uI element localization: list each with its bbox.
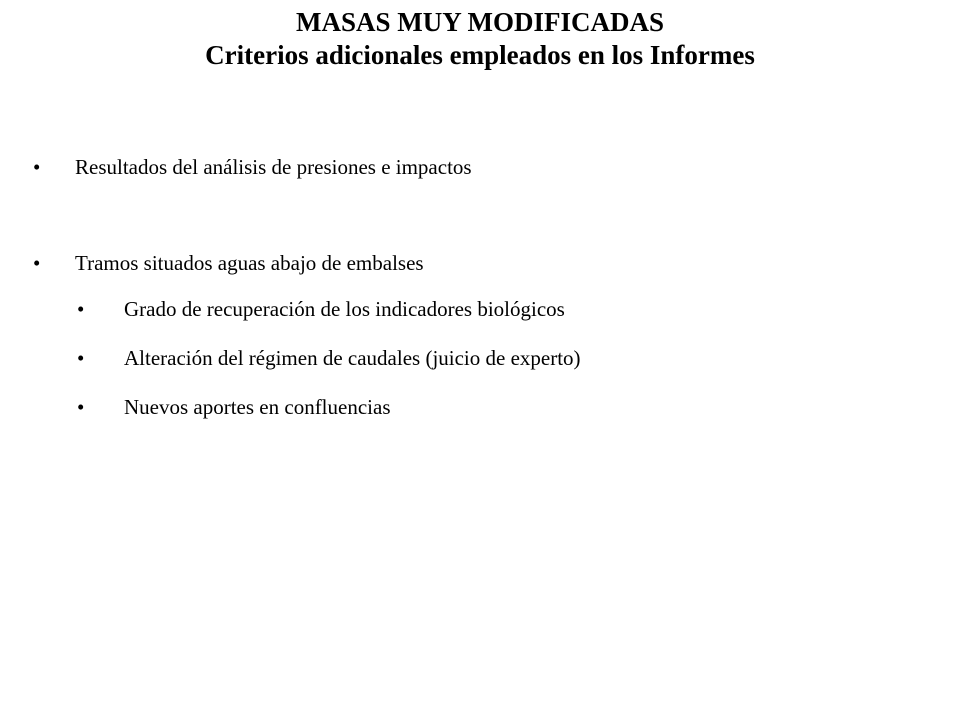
sub-bullet-item-confluences <box>77 394 391 420</box>
bullet-dot-icon: • <box>33 155 41 179</box>
bullet-dot-icon: • <box>33 251 41 275</box>
bullet-item-downstream-reservoirs <box>33 250 424 276</box>
bullet-text: Tramos situados aguas abajo de embalses <box>75 251 424 275</box>
sub-bullet-item-biological-recovery <box>77 296 565 322</box>
title-line-1: MASAS MUY MODIFICADAS <box>296 7 664 37</box>
bullet-dot-icon: • <box>77 395 85 419</box>
title-line-2: Criterios adicionales empleados en los Informes <box>205 40 755 70</box>
sub-bullet-item-flow-regime <box>77 345 581 371</box>
bullet-text: Resultados del análisis de presiones e impactos <box>75 155 472 179</box>
bullet-dot-icon: • <box>77 346 85 370</box>
bullet-text: Grado de recuperación de los indicadores biológicos <box>124 297 565 321</box>
bullet-text: Nuevos aportes en confluencias <box>124 395 391 419</box>
bullet-dot-icon: • <box>77 297 85 321</box>
bullet-item-pressures <box>33 154 472 180</box>
bullet-text: Alteración del régimen de caudales (juicio de experto) <box>124 346 581 370</box>
